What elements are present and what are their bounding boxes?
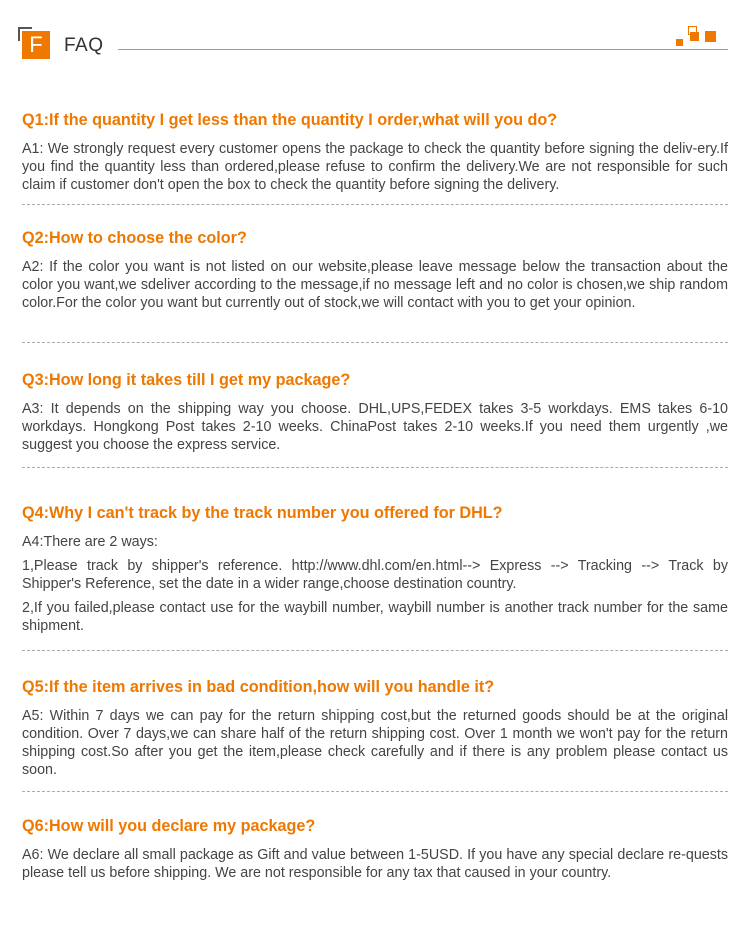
faq-separator: [22, 342, 728, 343]
faq-separator: [22, 467, 728, 468]
faq-answer: [22, 140, 728, 194]
faq-question: Q3:How long it takes till I get my package?: [22, 371, 351, 389]
faq-answer-paragraph: A6: We declare all small package as Gift and value between 1-5USD. If you have any special declare re-quests please tell us before shipping. We are not responsible for any tax that caused in your country.: [22, 847, 728, 881]
decorative-square-icon: [705, 31, 716, 42]
faq-item-1: [22, 110, 728, 194]
faq-logo-icon: F: [22, 31, 50, 59]
header-divider: [118, 49, 728, 50]
faq-answer-paragraph: A2: If the color you want is not listed on our website,please leave message below the transaction about the color you want,we sdeliver according to the message,if no message left and no color is chosen,we ship random color.For the color you want but currently out of stock,we will contact with you to get your opinion.: [22, 259, 728, 311]
faq-answer: [22, 707, 728, 779]
faq-item-4: [22, 503, 728, 635]
faq-answer-paragraph: A3: It depends on the shipping way you choose. DHL,UPS,FEDEX takes 3-5 workdays. EMS takes 6-10 workdays. Hongkong Post takes 2-10 weeks. ChinaPost takes 2-10 weeks.If you need them urgently ,we suggest you choose the express service.: [22, 401, 728, 453]
faq-answer-paragraph: A1: We strongly request every customer opens the package to check the quantity before signing the deliv-ery.If you find the quantity less than ordered,please refuse to confirm the delivery.We are not responsible for such claim if customer don't open the box to check the quantity before signing the delivery.: [22, 141, 728, 193]
faq-question: Q2:How to choose the color?: [22, 229, 247, 247]
faq-answer: [22, 400, 728, 454]
faq-answer: [22, 258, 728, 312]
faq-question: Q1:If the quantity I get less than the quantity I order,what will you do?: [22, 111, 558, 129]
faq-item-2: [22, 228, 728, 312]
faq-answer: [22, 846, 728, 882]
faq-answer: [22, 533, 728, 635]
faq-question: Q6:How will you declare my package?: [22, 817, 316, 835]
faq-item-3: [22, 370, 728, 454]
faq-item-5: [22, 677, 728, 779]
faq-separator: [22, 204, 728, 205]
page-title: FAQ: [64, 35, 104, 56]
faq-answer-paragraph: A4:There are 2 ways:: [22, 534, 158, 550]
decorative-square-icon: [690, 32, 699, 41]
faq-item-6: [22, 816, 728, 882]
faq-header: [0, 0, 750, 70]
decorative-square-icon: [676, 39, 683, 46]
faq-separator: [22, 650, 728, 651]
faq-separator: [22, 791, 728, 792]
faq-answer-paragraph: 1,Please track by shipper's reference. http://www.dhl.com/en.html--> Express --> Tracking --> Track by Shipper's Reference, set the date in a wider range,choose destination country.: [22, 558, 728, 592]
faq-question: Q5:If the item arrives in bad condition,how will you handle it?: [22, 678, 495, 696]
faq-answer-paragraph: 2,If you failed,please contact use for the waybill number, waybill number is another track number for the same shipment.: [22, 600, 728, 634]
faq-question: Q4:Why I can't track by the track number you offered for DHL?: [22, 504, 503, 522]
faq-answer-paragraph: A5: Within 7 days we can pay for the return shipping cost,but the returned goods should be at the original condition. Over 7 days,we can share half of the return shipping cost. Over 1 month we won't pay for the return shipping cost.So after you get the item,please check carefully and if there is any problem please contact us soon.: [22, 708, 728, 778]
